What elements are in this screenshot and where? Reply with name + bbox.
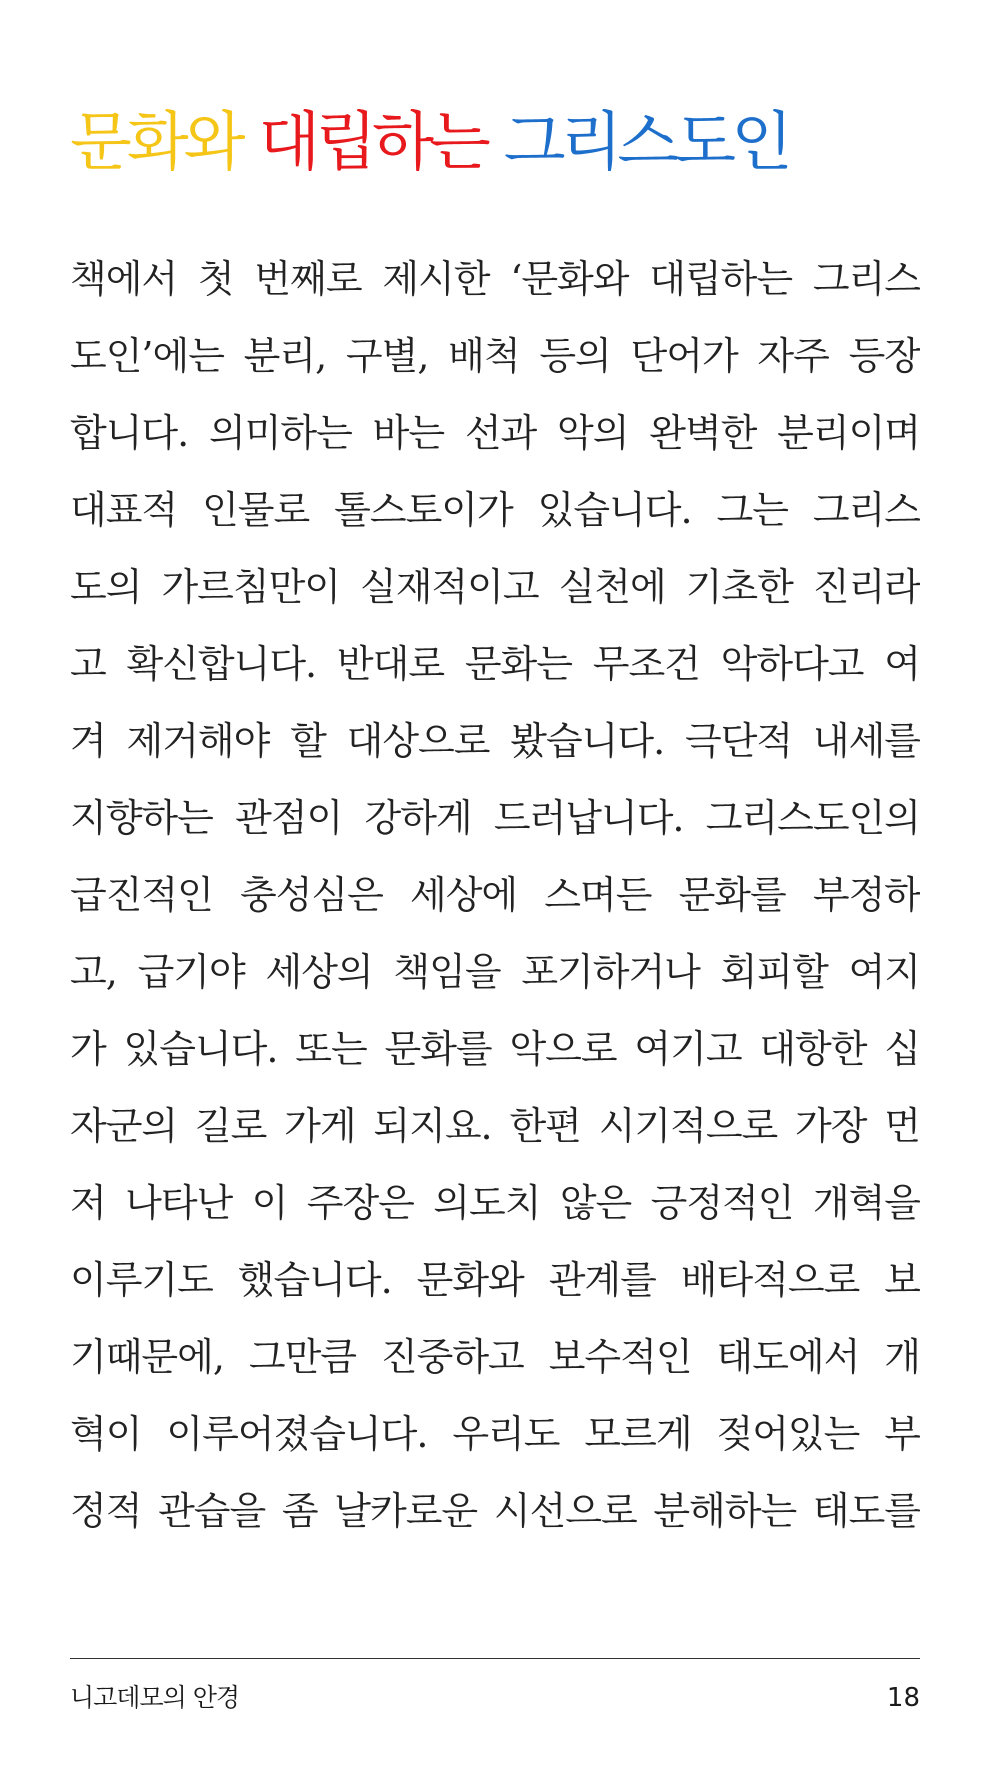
body-line: 이루기도 했습니다. 문화와 관계를 배타적으로 보 xyxy=(70,1258,920,1302)
body-line: 고 확신합니다. 반대로 문화는 무조건 악하다고 여 xyxy=(70,642,920,686)
body-text xyxy=(70,241,920,1550)
body-line: 겨 제거해야 할 대상으로 봤습니다. 극단적 내세를 xyxy=(70,719,920,763)
footer-divider xyxy=(70,1658,920,1659)
page-number: 18 xyxy=(886,1683,920,1713)
body-line: 도의 가르침만이 실재적이고 실천에 기초한 진리라 xyxy=(70,565,920,609)
body-line: 가 있습니다. 또는 문화를 악으로 여기고 대항한 십 xyxy=(70,1027,920,1071)
body-line: 지향하는 관점이 강하게 드러납니다. 그리스도인의 xyxy=(70,796,920,840)
body-line: 혁이 이루어졌습니다. 우리도 모르게 젖어있는 부 xyxy=(70,1412,920,1456)
body-line: 대표적 인물로 톨스토이가 있습니다. 그는 그리스 xyxy=(70,488,920,532)
page-title xyxy=(70,98,788,188)
body-line: 정적 관습을 좀 날카로운 시선으로 분해하는 태도를 xyxy=(70,1489,920,1533)
body-line: 고, 급기야 세상의 책임을 포기하거나 회피할 여지 xyxy=(70,950,920,994)
body-line: 기때문에, 그만큼 진중하고 보수적인 태도에서 개 xyxy=(70,1335,920,1379)
footer-book-title: 니고데모의 안경 xyxy=(70,1683,239,1712)
body-line: 자군의 길로 가게 되지요. 한편 시기적으로 가장 먼 xyxy=(70,1104,920,1148)
title-part-2: 대립하는 xyxy=(258,106,486,180)
title-part-3: 그리스도인 xyxy=(503,106,788,180)
body-line: 저 나타난 이 주장은 의도치 않은 긍정적인 개혁을 xyxy=(70,1181,920,1225)
body-line: 책에서 첫 번째로 제시한 ‘문화와 대립하는 그리스 xyxy=(70,257,920,301)
body-line: 도인’에는 분리, 구별, 배척 등의 단어가 자주 등장 xyxy=(70,334,920,378)
body-line: 합니다. 의미하는 바는 선과 악의 완벽한 분리이며 xyxy=(70,411,920,455)
title-part-1: 문화와 xyxy=(70,106,241,180)
body-line: 급진적인 충성심은 세상에 스며든 문화를 부정하 xyxy=(70,873,920,917)
